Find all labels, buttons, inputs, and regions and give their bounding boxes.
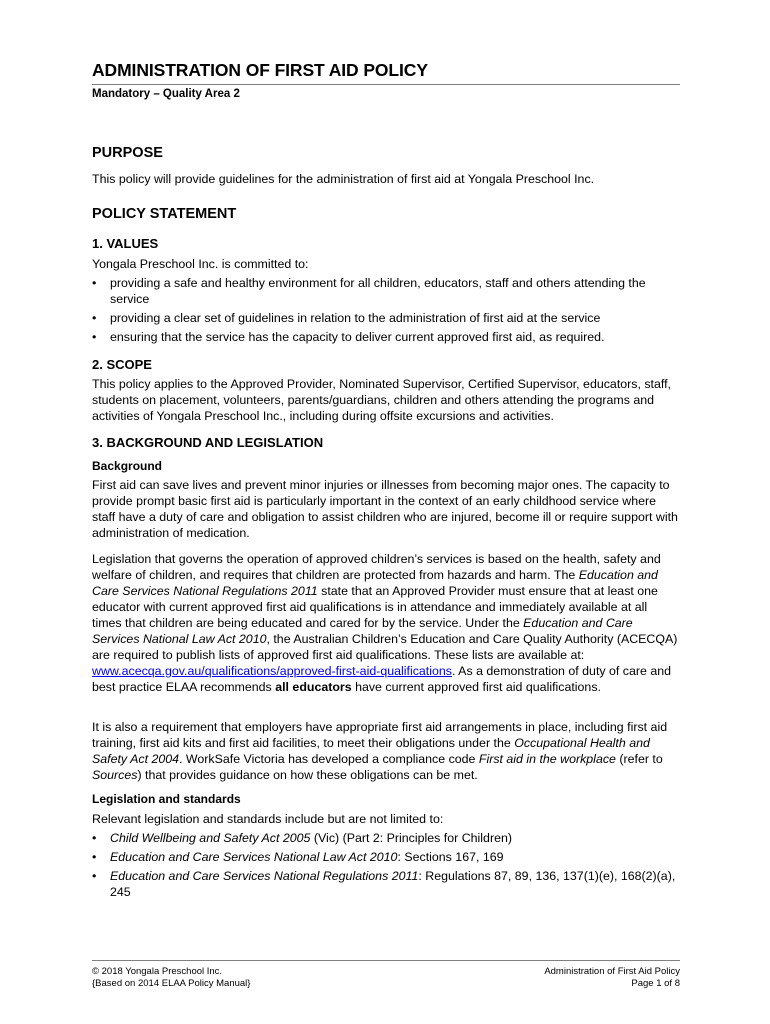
document-title: ADMINISTRATION OF FIRST AID POLICY bbox=[92, 60, 680, 85]
legislation-list-item: • Education and Care Services National Regulations 2011: Regulations 87, 89, 136, 137(1)(e), 168(2)(a), 245 bbox=[92, 868, 680, 900]
footer-document-info bbox=[544, 966, 680, 990]
footer-copyright-line: © 2018 Yongala Preschool Inc. bbox=[92, 966, 223, 977]
values-list-item: • ensuring that the service has the capacity to deliver current approved first aid, as required. bbox=[92, 329, 680, 345]
law-act-title: Education and Care Services National Law Act 2010 bbox=[92, 616, 633, 646]
legislation-list-item: • Education and Care Services National Law Act 2010: Sections 167, 169 bbox=[92, 849, 680, 865]
acecqa-qualifications-link[interactable]: www.acecqa.gov.au/qualifications/approved-first-aid-qualifications bbox=[92, 664, 452, 678]
sources-reference: Sources bbox=[92, 768, 138, 782]
background-subheading: Background bbox=[92, 459, 163, 473]
values-list bbox=[92, 275, 680, 348]
footer-copyright bbox=[92, 966, 250, 990]
legislation-subheading: Legislation and standards bbox=[92, 792, 241, 806]
values-list-item: • providing a clear set of guidelines in relation to the administration of first aid at the service bbox=[92, 310, 680, 326]
footer-document-name: Administration of First Aid Policy bbox=[544, 966, 680, 977]
all-educators-emphasis: all educators bbox=[275, 680, 352, 694]
compliance-code-title: First aid in the workplace bbox=[478, 752, 616, 766]
background-paragraph-3: It is also a requirement that employers have appropriate first aid arrangements in place, including first aid training, first aid kits and first aid facilities, to meet their obligations under the Occupational Health and Safety Act 2004. WorkSafe Victoria has developed a compliance code First aid in the workplace (refer to Sources) that provides guidance on how these obligations can be met. bbox=[92, 720, 668, 782]
purpose-text: This policy will provide guidelines for the administration of first aid at Yongala Preschool Inc. bbox=[92, 172, 595, 186]
regulations-title: Education and Care Services National Regulations 2011 bbox=[92, 568, 658, 598]
legislation-list bbox=[92, 830, 680, 903]
purpose-heading: PURPOSE bbox=[92, 145, 163, 161]
legislation-intro: Relevant legislation and standards include but are not limited to: bbox=[92, 812, 444, 826]
ohs-act-title: Occupational Health and Safety Act 2004 bbox=[92, 736, 650, 766]
background-paragraph-1: First aid can save lives and prevent minor injuries or illnesses from becoming major ones. The capacity to provide prompt basic first aid is particularly important in the context of an early childhood service where staff have a duty of care and obligation to assist children who are injured, become ill or require support with administration of medication. bbox=[92, 478, 678, 540]
values-list-item: • providing a safe and healthy environment for all children, educators, staff and others attending the service bbox=[92, 275, 680, 307]
policy-statement-heading: POLICY STATEMENT bbox=[92, 206, 237, 222]
scope-heading: 2. SCOPE bbox=[92, 357, 152, 372]
footer-source-line: {Based on 2014 ELAA Policy Manual} bbox=[92, 978, 251, 989]
legislation-list-item: • Child Wellbeing and Safety Act 2005 (Vic) (Part 2: Principles for Children) bbox=[92, 830, 680, 846]
values-intro: Yongala Preschool Inc. is committed to: bbox=[92, 257, 309, 271]
background-paragraph-2: Legislation that governs the operation of approved children’s services is based on the health, safety and welfare of children, and requires that children are protected from hazards and harm. The Education and Care Services National Regulations 2011 state that an Approved Provider must ensure that at least one educator with current approved first aid qualifications is in attendance and immediately available at all times that children are being educated and cared for by the service. Under the Education and Care Services National Law Act 2010, the Australian Children’s Education and Care Quality Authority (ACECQA) are required to publish lists of approved first aid qualifications. These lists are available at: www.acecqa.gov.au/qualifications/approved-first-aid-qualifications. As a demonstration of duty of care and best practice ELAA recommends all educators have current approved first aid qualifications. bbox=[92, 552, 678, 694]
footer-page-number: Page 1 of 8 bbox=[631, 978, 680, 989]
scope-text: This policy applies to the Approved Provider, Nominated Supervisor, Certified Supervisor, educators, staff, students on placement, volunteers, parents/guardians, children and others attending the programs and activities of Yongala Preschool Inc., including during offsite excursions and activities. bbox=[92, 377, 671, 423]
values-heading: 1. VALUES bbox=[92, 236, 159, 251]
document-subtitle: Mandatory – Quality Area 2 bbox=[92, 88, 240, 100]
page-footer bbox=[92, 960, 680, 989]
background-heading: 3. BACKGROUND AND LEGISLATION bbox=[92, 435, 324, 450]
